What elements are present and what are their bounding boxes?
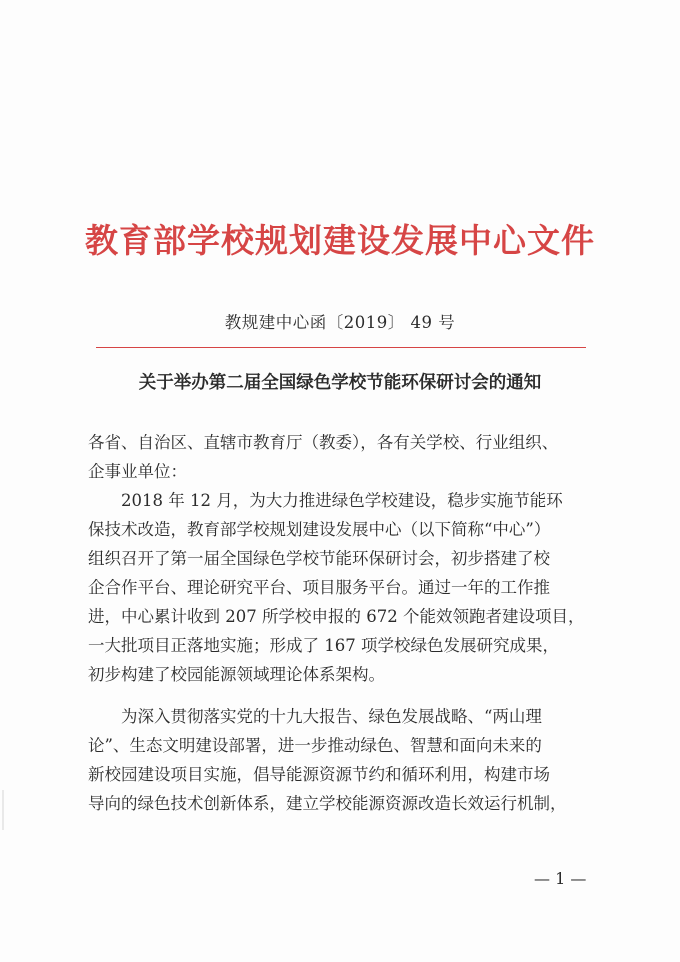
header-divider-rule [96,347,586,348]
paragraph-line: 初步构建了校园能源领域理论体系架构。 [88,665,385,684]
page-number: — 1 — [534,869,587,888]
addressee-line: 各省、自治区、直辖市教育厅（教委），各有关学校、行业组织、 [88,433,559,452]
paragraph-line: 为深入贯彻落实党的十九大报告、绿色发展战略、“两山理 [88,707,542,726]
paragraph-line: 进，中心累计收到 207 所学校申报的 672 个能效领跑者建设项目， [88,607,585,626]
paragraph-line: 企合作平台、理论研究平台、项目服务平台。通过一年的工作推 [88,578,550,597]
document-header-title: 教育部学校规划建设发展中心文件 [85,221,595,260]
paragraph-line: 导向的绿色技术创新体系，建立学校能源资源改造长效运行机制， [88,794,567,813]
paragraph-line: 一大批项目正落地实施；形成了 167 项学校绿色发展研究成果， [88,636,559,655]
scan-edge-mark [2,790,4,830]
paragraph-line: 组织召开了第一届全国绿色学校节能环保研讨会，初步搭建了校 [88,549,550,568]
paragraph-line: 2018 年 12 月，为大力推进绿色学校建设，稳步实施节能环 [88,491,563,510]
paragraph-line: 新校园建设项目实施，倡导能源资源节约和循环利用，构建市场 [88,765,550,784]
document-number: 教规建中心函〔2019〕 49 号 [224,313,456,332]
addressee-block [88,428,598,486]
paragraph-2 [88,702,598,818]
addressee-line: 企事业单位： [88,462,187,481]
notice-title: 关于举办第二届全国绿色学校节能环保研讨会的通知 [138,373,542,393]
paragraph-line: 保技术改造，教育部学校规划建设发展中心（以下简称“中心”） [88,520,551,539]
paragraph-1 [88,486,598,689]
paragraph-line: 论”、生态文明建设部署，进一步推动绿色、智慧和面向未来的 [88,736,542,755]
